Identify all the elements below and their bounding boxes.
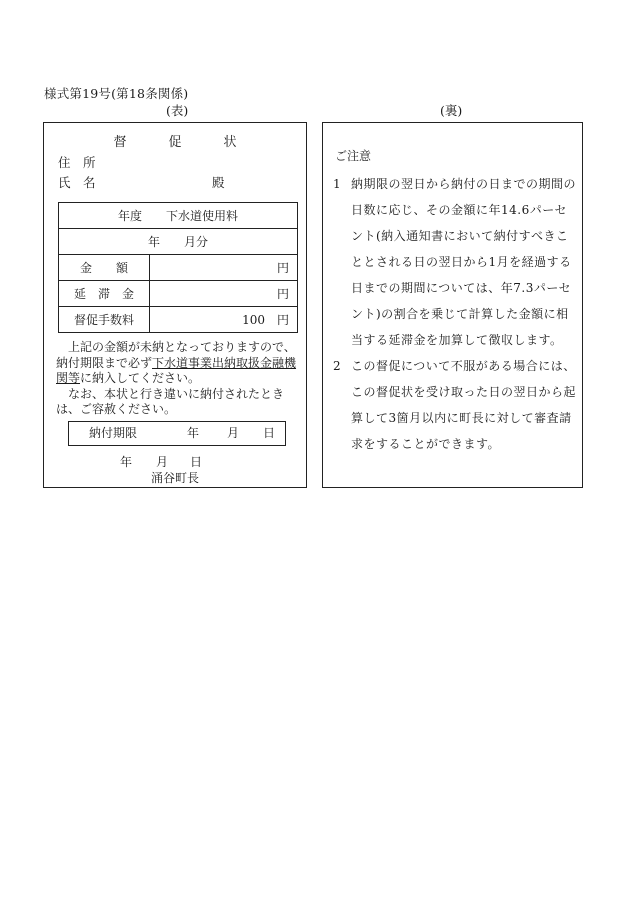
notice-text [56, 340, 300, 418]
front-panel [43, 122, 307, 488]
caution-item [333, 353, 577, 457]
title-char: 促 [168, 135, 182, 150]
late-fee-label: 延 滞 金 [59, 281, 150, 307]
table-row [59, 255, 298, 281]
caution-item-text: この督促について不服がある場合には、この督促状を受け取った日の翌日から起算して3箇月以内に町長に対して審査請求をすることができます。 [351, 359, 577, 451]
deadline-label: 納付期限 [89, 426, 138, 440]
amount-label: 金 額 [59, 255, 150, 281]
name-label: 氏 名 [58, 175, 96, 190]
fiscal-year-cell: 年度 下水道使用料 [59, 203, 298, 229]
issue-month: 月 [156, 455, 169, 469]
issue-year: 年 [120, 455, 133, 469]
caution-list [333, 171, 577, 457]
notice-text-part: に納入してください。 [80, 371, 201, 385]
notice-underlined-text: 下水道事業出納取扱金融機関等 [56, 355, 297, 385]
issue-day: 日 [190, 455, 203, 469]
address-label: 住 所 [58, 155, 96, 170]
issuer-mayor: 涌谷町長 [150, 471, 199, 485]
caution-item-text: 納期限の翌日から納付の日までの期間の日数に応じ、その金額に年14.6パーセント(納入通知書において納付すべきこととされる日の翌日から1月を経過する日までの期間については、年7.3パーセント)の割合を乗じて計算した金額に相当する延滞金を加算して徴収します。 [351, 177, 577, 347]
late-fee-value: 円 [150, 281, 298, 307]
back-panel [322, 122, 583, 488]
caution-item [333, 171, 577, 353]
reminder-fee-value: 100 円 [150, 307, 298, 333]
table-row [59, 307, 298, 333]
caution-item-number: 1 [333, 177, 342, 191]
back-side-label: (裏) [440, 103, 463, 118]
caution-heading: ご注意 [335, 149, 372, 163]
deadline-month: 月 [227, 426, 240, 440]
table-row [59, 203, 298, 229]
reminder-fee-label: 督促手数料 [59, 307, 150, 333]
notice-title [44, 131, 306, 150]
honorific: 殿 [212, 175, 225, 190]
amount-value: 円 [150, 255, 298, 281]
table-row [59, 229, 298, 255]
notice-paragraph-2: なお、本状と行き違いに納付されたときは、ご容赦ください。 [56, 386, 285, 416]
deadline-day: 日 [263, 426, 276, 440]
notice-paragraph-1 [56, 340, 300, 387]
table-row [59, 281, 298, 307]
caution-item-number: 2 [333, 359, 342, 373]
form-number: 様式第19号(第18条関係) [44, 86, 189, 101]
month-cell: 年 月分 [59, 229, 298, 255]
notice-text-part: 上記の金額が未納となっておりますので、納付期限まで必ず [56, 340, 296, 370]
payment-deadline-box [68, 421, 286, 446]
front-side-label: (表) [166, 103, 189, 118]
deadline-year: 年 [187, 426, 200, 440]
amount-table [58, 202, 298, 333]
title-char: 督 [113, 135, 127, 150]
title-char: 状 [223, 135, 237, 150]
